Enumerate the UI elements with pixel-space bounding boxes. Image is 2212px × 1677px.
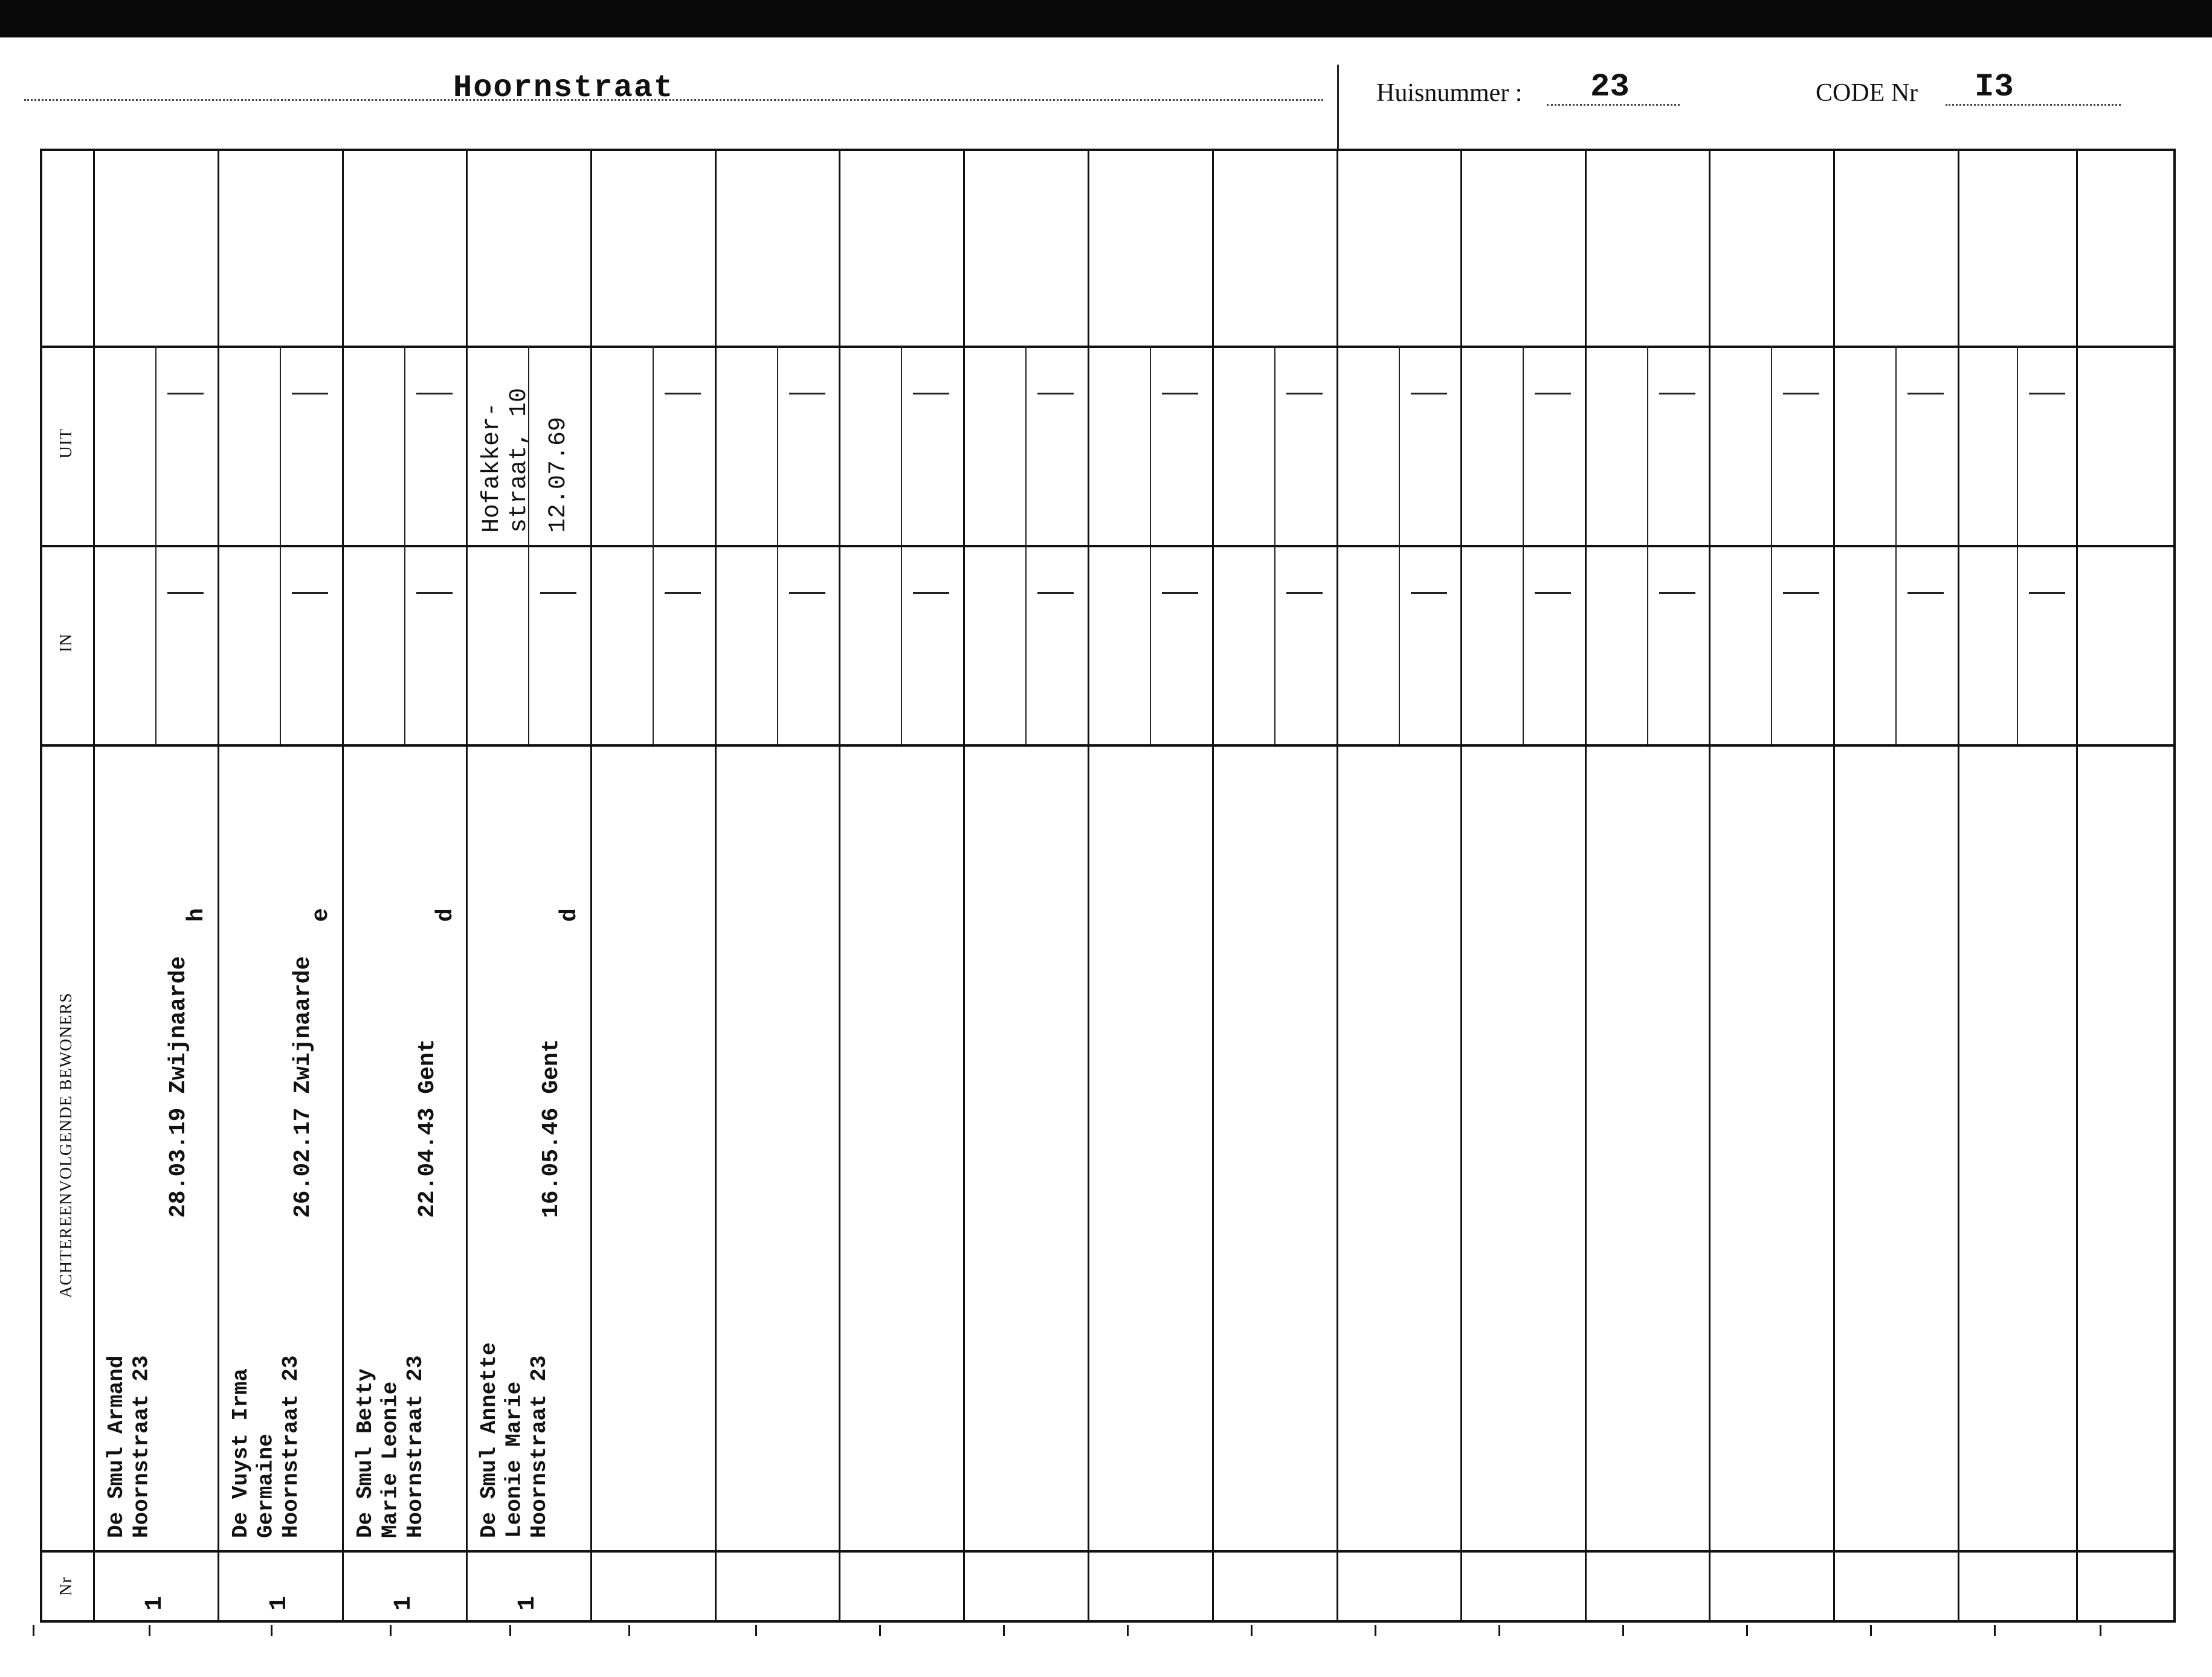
column-divider [466,149,468,1623]
street-name: Hoornstraat [453,70,674,106]
sub-column-divider [155,346,156,545]
bottom-tick [1127,1625,1129,1636]
column-divider [1212,149,1214,1623]
resident-nr: 1 [141,1595,169,1611]
sub-column-divider [2017,545,2018,744]
resident-code: d [556,908,582,922]
empty-entry-dash [913,592,949,594]
sub-column-divider [1771,346,1772,545]
empty-entry-dash [1162,592,1198,594]
resident-name-line: De Vuyst Irma [228,1368,253,1538]
uit-address-line-1: Hofakker- [479,402,506,533]
bottom-tick [149,1625,150,1636]
sub-column-divider [1399,346,1400,545]
sub-column-divider [1025,346,1027,545]
resident-name-line: Hoornstraat 23 [526,1355,552,1538]
empty-entry-dash [167,393,204,394]
resident-name [477,1284,552,1538]
bottom-tick [1994,1625,1996,1636]
house-number-value: 23 [1590,69,1630,106]
house-number-label: Huisnummer : [1376,79,1523,107]
uit-address [479,352,533,533]
bottom-tick [1746,1625,1748,1636]
empty-entry-dash [1411,393,1447,394]
street-dotted-line [24,99,1323,101]
bottom-scale-ticks [0,1625,2212,1636]
column-divider [839,149,840,1623]
empty-entry-dash [292,393,328,394]
bottom-tick [33,1625,34,1636]
resident-name-line: De Smul Betty [353,1368,378,1538]
empty-entry-dash [1659,393,1695,394]
column-divider [1833,149,1835,1623]
column-divider [963,149,965,1623]
resident-name-line: Marie Leonie [378,1381,403,1538]
empty-entry-dash [292,592,328,594]
nr-label: Nr [57,1577,76,1596]
form-header [0,37,2212,146]
sub-column-divider [280,346,281,545]
band-divider-uit-top [40,346,2176,348]
uit-date [545,352,572,533]
sub-column-divider [1274,545,1275,744]
resident-code: h [184,908,210,922]
header-divider [1337,65,1339,149]
column-divider [218,149,219,1623]
bottom-tick [1622,1625,1624,1636]
in-label: IN [57,633,76,652]
resident-birth: 28.03.19 Zwijnaarde [166,956,192,1218]
sub-column-divider [653,545,654,744]
bottom-tick [628,1625,630,1636]
uit-label: UIT [57,428,76,459]
sub-column-divider [1647,545,1648,744]
resident-name-line: Germaine [253,1434,279,1538]
sub-column-divider [1771,545,1772,744]
sub-column-divider [1025,545,1027,744]
scan-top-border [0,0,2212,37]
empty-entry-dash [167,592,204,594]
sub-column-divider [280,545,281,744]
empty-entry-dash [416,393,453,394]
empty-entry-dash [2029,393,2065,394]
sub-column-divider [777,545,778,744]
resident-nr: 1 [390,1595,418,1611]
empty-entry-dash [1783,393,1819,394]
sub-column-divider [528,545,529,744]
code-number-label: CODE Nr [1816,79,1918,107]
column-divider [1460,149,1462,1623]
bottom-tick [1251,1625,1253,1636]
sub-column-divider [1274,346,1275,545]
uit-address-line-2: straat, 10 [506,387,533,533]
bottom-tick [755,1625,757,1636]
resident-name-line: Hoornstraat 23 [402,1355,428,1538]
empty-entry-dash [1535,393,1571,394]
label-column-divider [93,149,95,1623]
empty-entry-dash [540,592,576,594]
bottom-tick [271,1625,272,1636]
bottom-tick [879,1625,881,1636]
sub-column-divider [1647,346,1648,545]
empty-entry-dash [1411,592,1447,594]
column-divider [1585,149,1587,1623]
sub-column-divider [1150,346,1151,545]
empty-entry-dash [789,592,825,594]
resident-name [104,1284,154,1538]
empty-entry-dash [1286,592,1323,594]
resident-name-line: Leonie Marie [501,1381,527,1538]
empty-entry-dash [416,592,453,594]
empty-entry-dash [1286,393,1323,394]
residents-label: ACHTEREENVOLGENDE BEWONERS [57,993,76,1298]
bottom-tick [1375,1625,1376,1636]
resident-name-line: Hoornstraat 23 [278,1355,303,1538]
empty-entry-dash [1783,592,1819,594]
bottom-tick [509,1625,511,1636]
column-divider [715,149,717,1623]
empty-entry-dash [1037,592,1074,594]
sub-column-divider [1895,545,1897,744]
column-divider [590,149,592,1623]
empty-entry-dash [1659,592,1695,594]
bottom-tick [1870,1625,1872,1636]
column-divider [1958,149,1959,1623]
empty-entry-dash [913,393,949,394]
empty-entry-dash [1162,393,1198,394]
resident-code: e [308,908,334,922]
resident-nr: 1 [514,1595,541,1611]
resident-birth: 26.02.17 Zwijnaarde [290,956,316,1218]
code-number-dotted-line [1946,104,2121,106]
resident-name-line: De Smul Annette [477,1342,501,1538]
sub-column-divider [1399,545,1400,744]
resident-name [353,1284,428,1538]
resident-nr: 1 [266,1595,293,1611]
sub-column-divider [653,346,654,545]
empty-entry-dash [1907,592,1944,594]
bottom-tick [1498,1625,1500,1636]
sub-column-divider [404,346,405,545]
column-divider [2076,149,2078,1623]
resident-birth: 22.04.43 Gent [414,1038,440,1218]
sub-column-divider [1523,346,1524,545]
sub-column-divider [2017,346,2018,545]
sub-column-divider [901,545,902,744]
uit-date-text: 12.07.69 [545,416,572,533]
empty-entry-dash [1907,393,1944,394]
resident-code: d [433,908,459,922]
sub-column-divider [777,346,778,545]
sub-column-divider [404,545,405,744]
resident-name [228,1284,303,1538]
empty-entry-dash [1535,592,1571,594]
bottom-tick [2100,1625,2101,1636]
band-divider-in-residents [40,744,2176,747]
column-divider [1337,149,1338,1623]
residents-register-form [40,149,2176,1623]
sub-column-divider [1523,545,1524,744]
empty-entry-dash [789,393,825,394]
bottom-tick [1003,1625,1005,1636]
sub-column-divider [1895,346,1897,545]
empty-entry-dash [2029,592,2065,594]
resident-birth: 16.05.46 Gent [538,1038,564,1218]
resident-name-line: De Smul Armand [104,1355,129,1538]
empty-entry-dash [1037,393,1074,394]
column-divider [1709,149,1711,1623]
band-divider-residents-nr [40,1550,2176,1553]
empty-entry-dash [665,592,701,594]
column-divider [342,149,344,1623]
bottom-tick [390,1625,392,1636]
empty-entry-dash [665,393,701,394]
sub-column-divider [155,545,156,744]
column-divider [1088,149,1089,1623]
resident-name-line: Hoornstraat 23 [129,1355,154,1538]
sub-column-divider [1150,545,1151,744]
band-divider-uit-in [40,545,2176,547]
code-number-value: I3 [1975,69,2014,106]
sub-column-divider [901,346,902,545]
